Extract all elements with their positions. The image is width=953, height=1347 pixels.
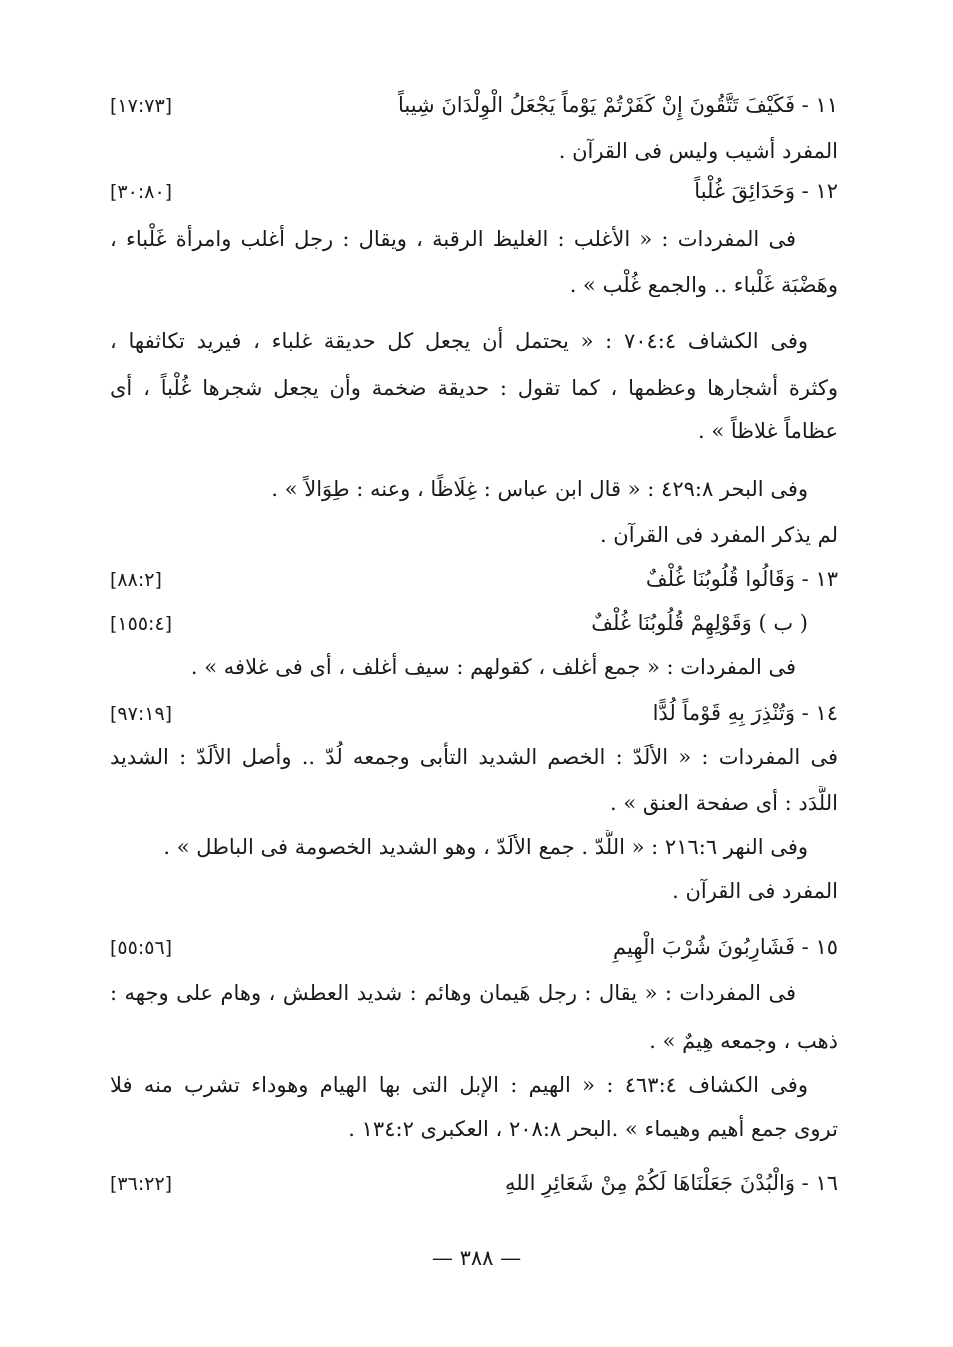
text-line: وفى الكشاف ٤٦٣:٤ : « الهيم : الإبل التى بها الهيام وهوداء تشرب منه فلا [110, 1073, 808, 1097]
source-citations: البحر ٢٠٨:٨ ، العكبرى ١٣٤:٢ . [348, 1117, 612, 1141]
verse-entry-13b [110, 606, 838, 642]
text-line: المفرد فى القرآن . [672, 879, 838, 903]
verse-reference: [٥٥:٥٦] [110, 937, 173, 959]
verse-entry-14 [110, 696, 838, 732]
verse-text: ( ب ) وَقَوْلِهِمْ قُلُوبُنَا غُلْفٌ [591, 611, 808, 635]
verse-entry-12 [110, 174, 838, 210]
verse-reference: [٨٨:٢] [110, 569, 162, 591]
text-line: عظاماً غلاظاً » . [698, 419, 838, 443]
verse-entry-11 [110, 88, 838, 124]
verse-reference: [١٥٥:٤] [110, 613, 173, 635]
text-line: وهَضْبَة غَلْباء .. والجمع غُلْب » . [569, 273, 838, 297]
verse-entry-13 [110, 562, 838, 598]
verse-text: ١٣ - وَقَالُوا قُلُوبُنَا غُلْفٌ [645, 567, 838, 591]
verse-text: ١١ - فَكَيْفَ تَتَّقُونَ إِنْ كَفَرْتُمْ يَوْماً يَجْعَلُ الْوِلْدَانَ شِيباً [397, 93, 838, 117]
verse-reference: [١٧:٧٣] [110, 95, 173, 117]
text-line: وفى النهر ٢١٦:٦ : « اللُّدّ . جمع الألَدّ ، وهو الشديد الخصومة فى الباطل » . [163, 835, 808, 859]
text-line: وفى البحر ٤٢٩:٨ : « قال ابن عباس : غِلَاظًا ، وعنه : طِوَالاً » . [271, 477, 808, 501]
verse-text: ١٥ - فَشَارِبُونَ شُرْبَ الْهِيمِ [613, 935, 838, 959]
text-line: فى المفردات : « الأغلب : الغليظ الرقبة ، ويقال : رجل أغلب وامرأة غَلْباء ، [110, 227, 796, 251]
text-line: وكثرة أشجارها وعظمها ، كما تقول : حديقة ضخمة وأن يجعل شجرها غُلْباً ، أى [110, 376, 838, 400]
text-segment: تروى جمع أهيم وهيماء » . [611, 1117, 838, 1141]
page-number: — ٣٨٨ — [431, 1246, 522, 1270]
text-line: المفرد أشيب وليس فى القرآن . [558, 139, 838, 163]
verse-reference: [٩٧:١٩] [110, 703, 173, 725]
verse-entry-15 [110, 930, 838, 966]
verse-text: ١٦ - وَالْبُدْنَ جَعَلْنَاهَا لَكُمْ مِنْ شَعَائِرِ اللهِ [504, 1171, 838, 1195]
verse-reference: [٣٦:٢٢] [110, 1173, 173, 1195]
text-line: فى المفردات : « يقال : رجل هَيمان وهائم : شديد العطش ، وهام على وجهه : [110, 981, 796, 1005]
text-line: فى المفردات : « الألَدّ : الخصم الشديد التأبى وجمعه لُدّ .. وأصل الألَدّ : الشديد [110, 745, 838, 769]
text-line: اللَّدَد : أى صفحة العنق » . [610, 791, 838, 815]
text-line: لم يذكر المفرد فى القرآن . [599, 523, 838, 547]
text-line: فى المفردات : « جمع أغلف ، كقولهم : سيف أغلف ، أى فى غلافه » . [190, 655, 796, 679]
text-line-with-sources [110, 1112, 838, 1148]
verse-text: ١٤ - وَتُنْذِرَ بِهِ قَوْماً لُدًّا [652, 701, 838, 725]
verse-entry-16 [110, 1166, 838, 1202]
text-line: ذهب ، وجمعه هِيمٌ » . [649, 1029, 838, 1053]
verse-reference: [٣٠:٨٠] [110, 181, 173, 203]
verse-text: ١٢ - وَحَدَائِقَ غُلْباً [694, 179, 838, 203]
text-line: وفى الكشاف ٧٠٤:٤ : « يحتمل أن يجعل كل حديقة غلباء ، فيريد تكاثفها ، [110, 329, 809, 353]
